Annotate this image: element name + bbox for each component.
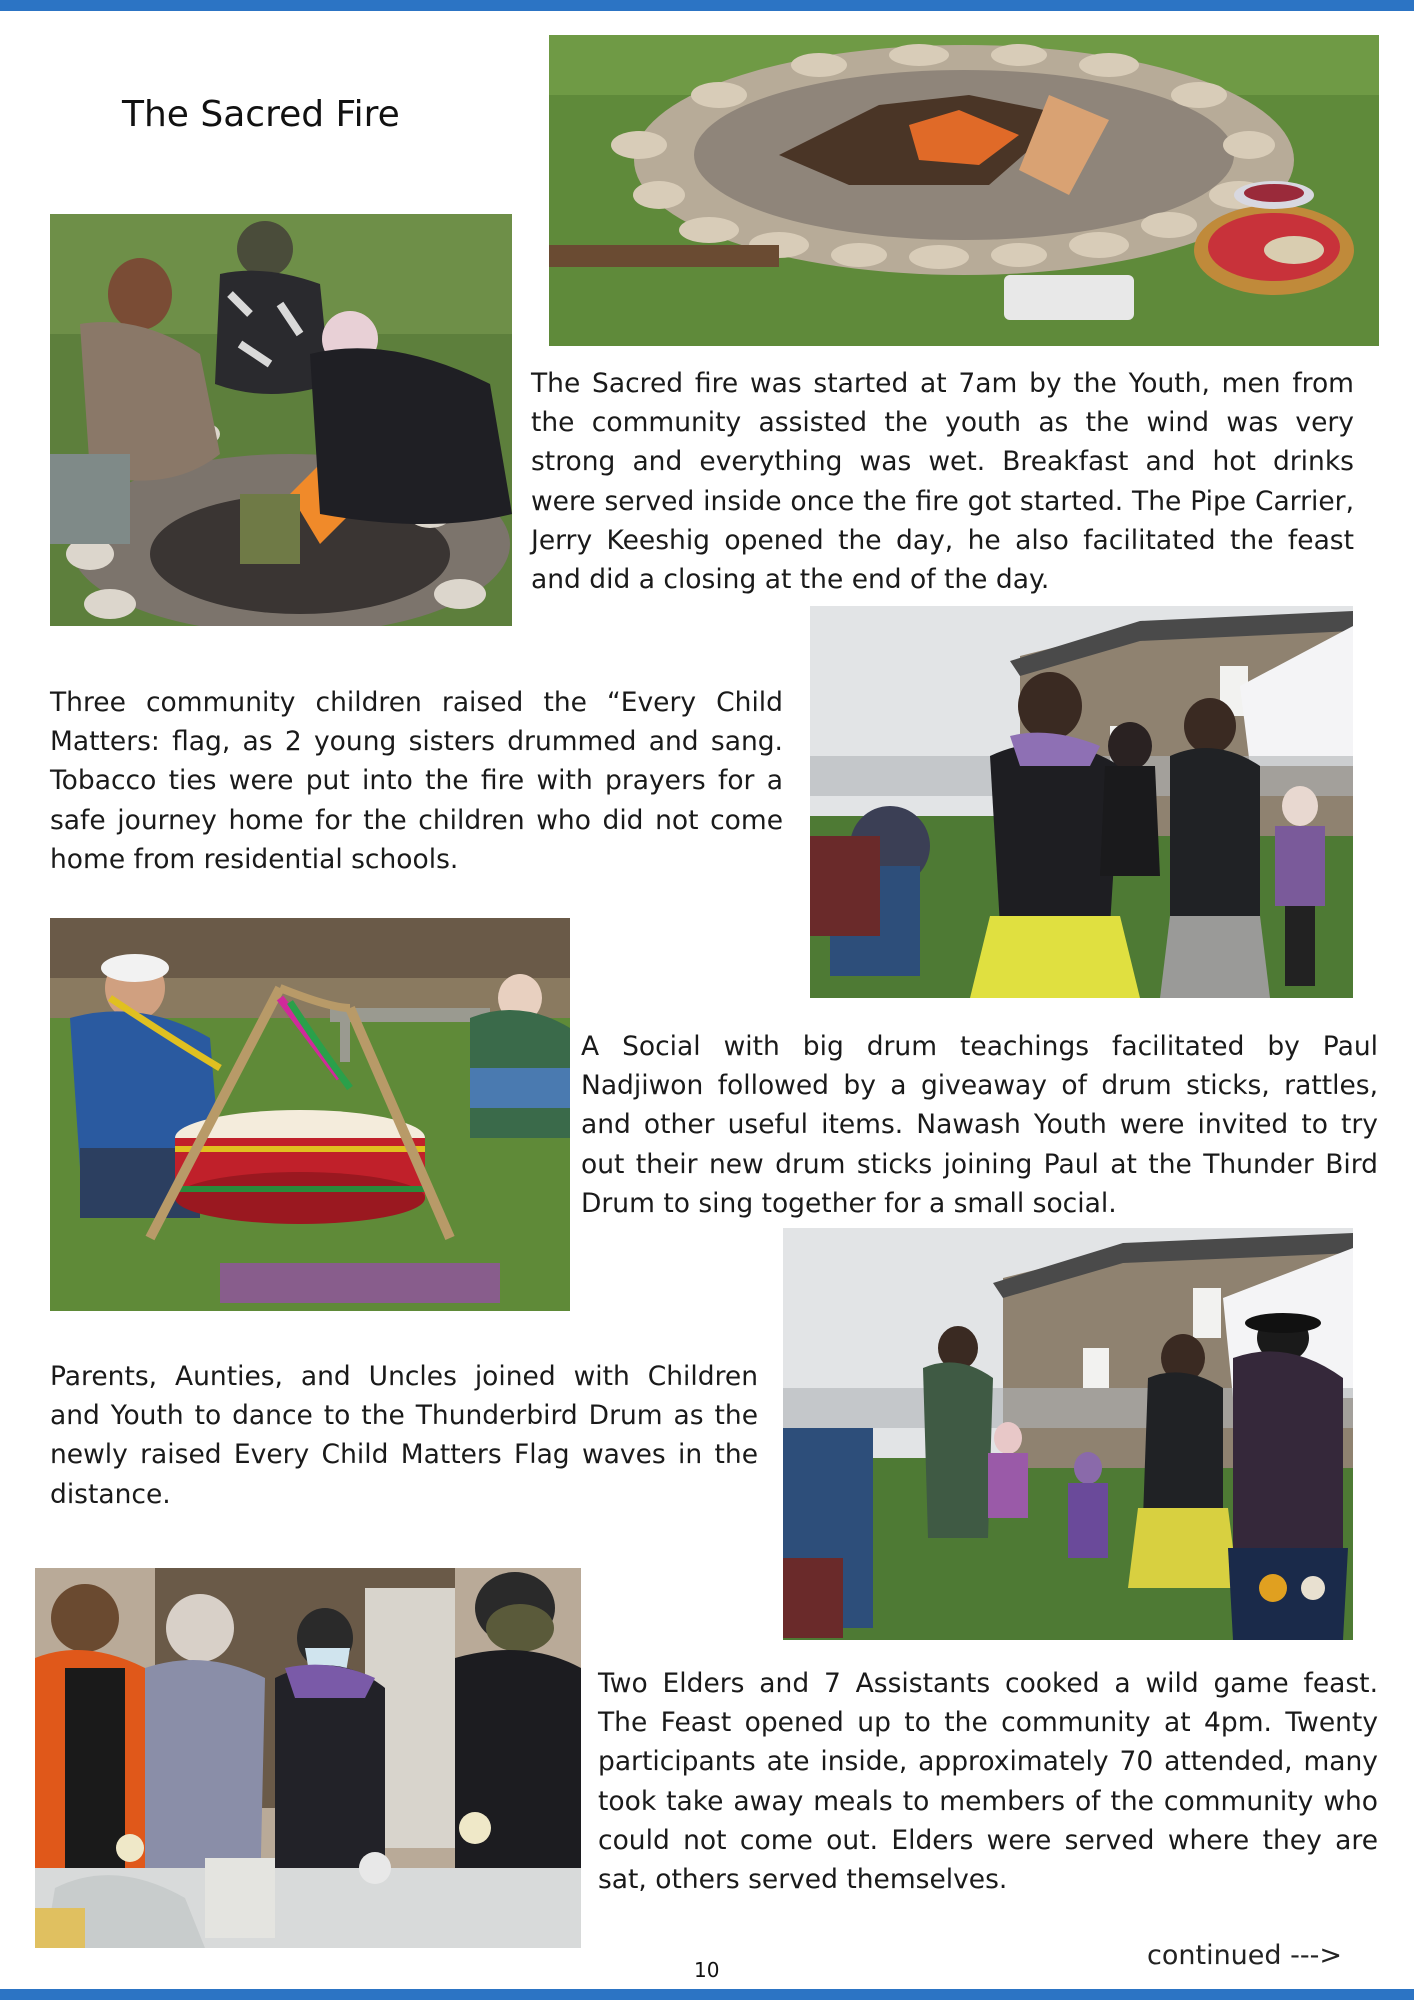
bottom-accent-bar xyxy=(0,1989,1414,2000)
page-title: The Sacred Fire xyxy=(122,94,400,135)
page-number: 10 xyxy=(694,1958,720,1982)
flag-raising-photo xyxy=(810,606,1353,998)
paragraph-dancing: Parents, Aunties, and Uncles joined with Children and Youth to dance to the Thunderbird Drum as the newly raised Every Child Matters Flag waves in the distance. xyxy=(50,1361,758,1510)
paragraph-sacred-fire: The Sacred fire was started at 7am by the Youth, men from the community assisted the youth as the wind was very strong and everything was wet. Breakfast and hot drinks were served inside once the fire got started. The Pipe Carrier, Jerry Keeshig opened the day, he also facilitated the feast and did a closing at the end of the day. xyxy=(531,368,1354,596)
paragraph-feast: Two Elders and 7 Assistants cooked a wild game feast. The Feast opened up to the community at 4pm. Twenty participants ate inside, approximately 70 attended, many took take away meals to members of the community who could not come out. Elders were served where they are sat, others served themselves. xyxy=(598,1668,1378,1896)
continued-label: continued ---> xyxy=(1147,1940,1342,1971)
fire-pit-photo xyxy=(549,35,1379,346)
paragraph-flag-raising: Three community children raised the “Every Child Matters: flag, as 2 young sisters drummed and sang. Tobacco ties were put into the fire with prayers for a safe journey home for the children who did not come home from residential schools. xyxy=(50,687,783,875)
big-drum-photo xyxy=(50,918,570,1311)
top-accent-bar xyxy=(0,0,1414,11)
dancing-photo xyxy=(783,1228,1353,1640)
tending-fire-photo xyxy=(50,214,512,626)
feast-photo xyxy=(35,1568,581,1948)
paragraph-drum-social: A Social with big drum teachings facilitated by Paul Nadjiwon followed by a giveaway of drum sticks, rattles, and other useful items. Nawash Youth were invited to try out their new drum sticks joining Paul at the Thunder Bird Drum to sing together for a small social. xyxy=(581,1031,1378,1219)
